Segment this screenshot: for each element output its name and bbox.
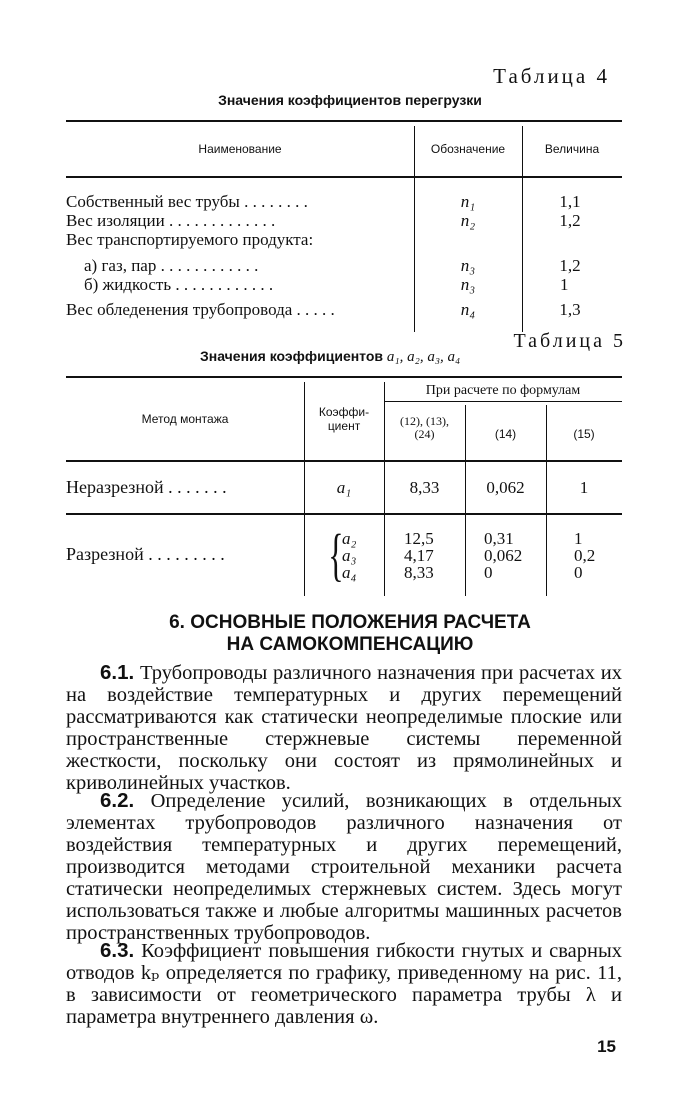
paragraph-6-2 <box>66 790 622 944</box>
table5-row-f3-group <box>574 530 614 581</box>
table5-row-rule <box>66 513 622 515</box>
table5-row-f1-group <box>404 530 454 581</box>
table5-label: Таблица 5 <box>513 330 626 352</box>
table5-header-rule <box>66 460 622 462</box>
table4-row-value: 1 <box>560 275 569 294</box>
table4-top-rule <box>66 120 622 122</box>
paragraph-6-3 <box>66 940 622 1028</box>
table5-row-f3: 0 <box>574 563 583 582</box>
table5-top-rule <box>66 376 622 378</box>
table5-header-f1 <box>384 415 465 441</box>
table5-row-coef: a₃ <box>342 546 357 565</box>
table5-row-f1: 8,33 <box>404 563 434 582</box>
table4-header-value: Величина <box>544 142 600 156</box>
table5-header-f2: (14) <box>494 427 517 441</box>
paragraph-text: Трубопроводы различного назначения при расчетах их на воздействие температурных и других перемещений рассматриваются как статически неопределимые плоские или пространственные стержневые системы переменной жесткости, поскольку они состоят из прямолинейных и криволинейных участков. <box>66 662 622 794</box>
table4-row-name: б) жидкость . . . . . . . . . . . . <box>84 275 274 294</box>
table4-row-symbol: n₄ <box>460 300 476 319</box>
table4-label: Таблица 4 <box>493 64 610 88</box>
table5-row-f1: 4,17 <box>404 546 434 565</box>
table4-col-divider-2 <box>522 126 523 332</box>
table5-row-coef: a₄ <box>342 563 357 582</box>
table5-row-f2-group <box>484 530 544 581</box>
table4-header-rule <box>66 176 622 178</box>
table5-row-f1: 8,33 <box>409 478 440 497</box>
table5-header-method: Метод монтажа <box>141 412 229 426</box>
table4-row-value: 1,1 <box>559 192 581 211</box>
table5-row-coef-group <box>342 530 372 581</box>
table5-row-f3: 1 <box>579 478 589 497</box>
table5-header-coef <box>304 405 384 433</box>
table5-title-text: Значения коэффициентов <box>200 348 384 364</box>
table4-title: Значения коэффициентов перегрузки <box>218 92 482 108</box>
table4-row-symbol: n₃ <box>460 275 476 294</box>
table5-row-coef: a₁ <box>336 478 352 497</box>
table5-row-method: Неразрезной . . . . . . . <box>66 477 227 497</box>
table5-row-f2: 0 <box>484 563 493 582</box>
paragraph-number: 6.2. <box>100 789 135 812</box>
page-number: 15 <box>597 1037 616 1056</box>
table4-row-name: Вес обледенения трубопровода . . . . . <box>66 300 335 319</box>
table4-row-symbol: n₃ <box>460 256 476 275</box>
table5-row-f2: 0,062 <box>486 478 525 497</box>
paragraph-text: Коэффициент повышения гибкости гнутых и сварных отводов kₚ определяется по графику, приведенному на рис. 11, в зависимости от геометрического параметра трубы λ и параметра внутреннего давления ω. <box>66 940 622 1028</box>
table5-row-f1: 12,5 <box>404 529 434 548</box>
table5-header-f1-line1: (12), (13), <box>400 414 449 428</box>
table5-title-symbols: a₁, a₂, a₃, a₄ <box>386 349 461 365</box>
paragraph-number: 6.3. <box>100 939 135 962</box>
table5-title <box>200 348 460 366</box>
brace-icon: { <box>328 522 344 587</box>
paragraph-number: 6.1. <box>100 661 135 684</box>
table4-row-name: Собственный вес трубы . . . . . . . . <box>66 192 308 211</box>
section-title-line2: НА САМОКОМПЕНСАЦИЮ <box>226 634 474 655</box>
table5-header-coef-line1: Коэффи- <box>318 405 370 419</box>
table4-row-name: Вес изоляции . . . . . . . . . . . . . <box>66 211 276 230</box>
table5-row-f3: 1 <box>574 529 583 548</box>
table5-header-coef-line2: циент <box>327 419 361 433</box>
table5-row-f3: 0,2 <box>574 546 596 565</box>
table4-row-symbol: n₁ <box>460 192 476 211</box>
table4-header-symbol: Обозначение <box>430 142 506 156</box>
table4-row-name: а) газ, пар . . . . . . . . . . . . <box>84 256 259 275</box>
table5-row-f2: 0,31 <box>484 529 514 548</box>
table4-row-name: Вес транспортируемого продукта: <box>66 230 314 249</box>
table5-header-group: При расчете по формулам <box>425 383 581 398</box>
table4-row-value: 1,2 <box>559 256 581 275</box>
paragraph-text: Определение усилий, возникающих в отдельных элементах трубопроводов различного назначения от воздействия температурных и других перемещений, производится методами строительной механики расчета статически неопределимых стержневых систем. Здесь могут использоваться также и любые алгоритмы машинных расчетов пространственных трубопроводов. <box>66 790 623 944</box>
paragraph-6-1 <box>66 662 622 794</box>
table5-row-method: Разрезной . . . . . . . . . <box>66 544 225 564</box>
table5-row-coef: a₂ <box>342 529 357 548</box>
table4-header-name: Наименование <box>198 142 282 156</box>
section-title-line1: 6. ОСНОВНЫЕ ПОЛОЖЕНИЯ РАСЧЕТА <box>169 612 531 633</box>
table4-row-value: 1,3 <box>559 300 581 319</box>
table4-row-symbol: n₂ <box>460 211 476 230</box>
table5-header-f1-line2: (24) <box>414 427 435 441</box>
table4-row-value: 1,2 <box>559 211 581 230</box>
table5-row-f2: 0,062 <box>484 546 523 565</box>
table5-group-rule <box>384 401 622 402</box>
table5-header-f3: (15) <box>573 427 595 441</box>
